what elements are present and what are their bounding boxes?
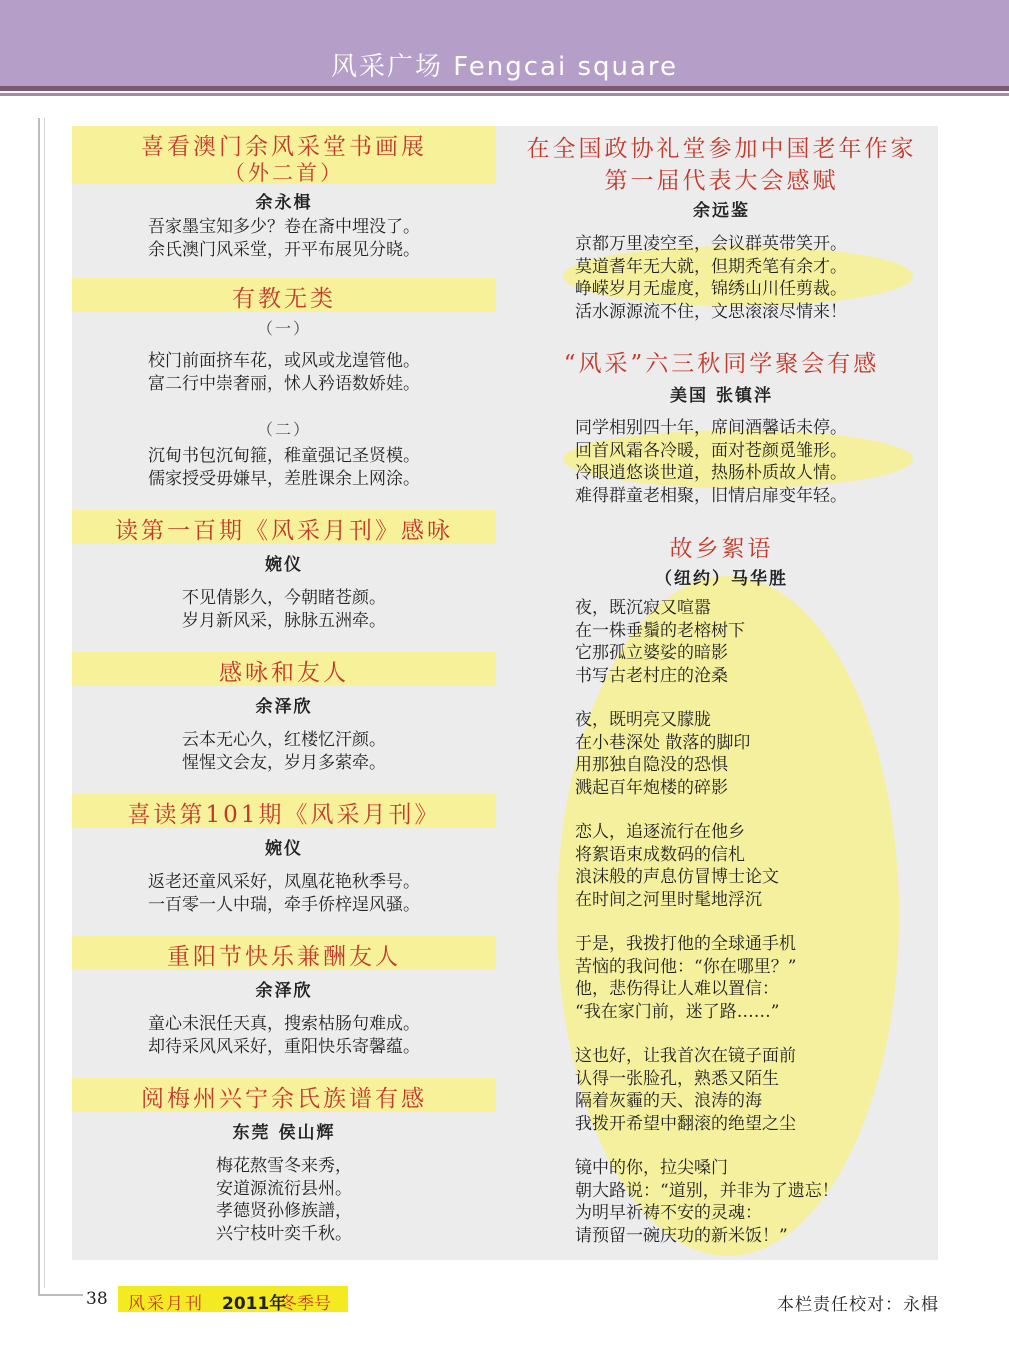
poem-line: 云本无心久，红楼忆汗颜。	[182, 730, 386, 750]
poem-author: 婉仪	[265, 839, 303, 859]
poem-stanza	[575, 597, 935, 687]
poem-part-label: （二）	[256, 420, 311, 439]
header-divider-thin	[0, 93, 1009, 96]
poem-author: 余远鉴	[693, 201, 750, 221]
poem-line: 难得群童老相聚，旧情启扉变年轻。	[575, 485, 847, 506]
poem-line: 童心未泯任天真，搜索枯肠句难成。	[148, 1014, 420, 1034]
poem-line: 回首风霜各冷暖，面对苍颜觅雏形。	[575, 440, 847, 461]
poem-title: 在全国政协礼堂参加中国老年作家	[526, 136, 917, 162]
poem-line: 兴宁枝叶奕千秋。	[216, 1223, 352, 1244]
page-border-inner	[44, 118, 45, 1288]
poem-line: 京都万里凌空至，会议群英带笑开。	[575, 234, 847, 254]
poem-line: 溅起百年炮楼的碎影	[575, 777, 728, 798]
magazine-badge	[118, 1286, 348, 1312]
poem-title: 感咏和友人	[219, 660, 349, 686]
poem-line: 冷眼逍悠谈世道，热肠朴质故人情。	[575, 463, 847, 483]
poem-line: 梅花熬雪冬来秀，	[216, 1156, 352, 1176]
poem-line: 为明早祈祷不安的灵魂：	[575, 1203, 762, 1223]
poem-line: 请预留一碗庆功的新米饭！”	[575, 1225, 788, 1246]
poem-stanza	[575, 933, 935, 1023]
poem-line: 活水源源流不住，文思滚滚尽情来！	[575, 301, 847, 322]
poem-author: 东莞 侯山辉	[232, 1123, 336, 1143]
poem-line: 这也好，让我首次在镜子面前	[575, 1046, 796, 1066]
poem-title: 阅梅州兴宁余氏族谱有感	[141, 1086, 427, 1112]
poem-line: 书写古老村庄的沧桑	[575, 665, 728, 686]
poem-line: 浪沫般的声息仿冒博士论文	[575, 867, 779, 887]
poem-author: 婉仪	[265, 555, 303, 575]
proofreader-credit: 本栏责任校对：永楫	[777, 1295, 939, 1315]
poem-line: 恋人，追逐流行在他乡	[575, 822, 745, 842]
poem-line: 不见倩影久，今朝睹苍颜。	[182, 588, 386, 608]
poem-line: 夜，既沉寂又喧嚣	[575, 598, 711, 618]
poem-line: 苦恼的我问他：“你在哪里？”	[575, 956, 797, 977]
poem-line: 惺惺文会友，岁月多萦牵。	[182, 752, 386, 773]
poem-line: 于是，我拨打他的全球通手机	[575, 934, 796, 954]
poem-body	[72, 216, 496, 261]
section-title: 风采广场 Fengcai square	[330, 52, 679, 82]
poem-line: 在一株垂鬚的老榕树下	[575, 620, 745, 641]
poem-title: 有教无类	[232, 286, 336, 312]
poem-line: 他，悲伤得让人难以置信：	[575, 979, 779, 999]
poem-line: 岁月新风采，脉脉五洲牵。	[182, 610, 386, 631]
poem-title: 重阳节快乐兼酬友人	[167, 944, 401, 970]
poem-author: 美国 张镇泮	[670, 386, 773, 406]
poem-author: 余泽欣	[255, 697, 313, 717]
poem-line: 儒家授受毋嫌早，差胜课余上网涂。	[148, 468, 420, 489]
poem-line: 孝德贤孙修族譜，	[216, 1201, 352, 1221]
poem-title: 读第一百期《风采月刊》感咏	[115, 518, 453, 544]
poem-author: 余永楫	[255, 193, 313, 213]
poem-line: 朝大路说：“道别，并非为了遗忘！	[575, 1180, 839, 1201]
poem-author: 余泽欣	[255, 981, 313, 1001]
poem-body	[72, 1155, 496, 1245]
poem-stanza	[575, 709, 935, 799]
poem-line: 峥嵘岁月无虚度，锦绣山川任剪裁。	[575, 279, 847, 299]
poem-body	[575, 417, 935, 507]
poem-line: 富二行中崇奢丽，怵人矜语数娇娃。	[148, 373, 420, 394]
poem-line: 却待采风风采好，重阳快乐寄馨蕴。	[148, 1036, 420, 1057]
poem-title: 喜读第101期《风采月刊》	[127, 802, 441, 828]
magazine-issue: 冬季号	[280, 1294, 331, 1314]
poem-line: 余氏澳门风采堂，开平布展见分晓。	[148, 239, 420, 260]
poem-line: 在时间之河里时髦地浮沉	[575, 889, 762, 910]
poem-line: 在小巷深处 散落的脚印	[575, 732, 751, 753]
header-divider	[0, 86, 1009, 91]
poem-title: 喜看澳门余风采堂书画展	[141, 134, 427, 160]
poem-line: 莫道耆年无大就，但期秃笔有余才。	[575, 256, 847, 277]
poem-line: 一百零一人中瑞，牵手侨梓逞风骚。	[148, 894, 420, 915]
poem-part-label: （一）	[256, 319, 311, 338]
poem-line: 同学相别四十年，席间酒馨话未停。	[575, 418, 847, 438]
poem-line: 将絮语束成数码的信札	[575, 844, 745, 865]
poem-body	[72, 871, 496, 916]
poem-title: 第一届代表大会感赋	[604, 168, 839, 194]
poem-line: 返老还童风采好，凤凰花艳秋季号。	[148, 872, 420, 892]
poem-body	[72, 587, 496, 632]
poem-stanza	[575, 1157, 935, 1247]
poem-author: （纽约）马华胜	[655, 569, 788, 589]
poem-body	[575, 233, 935, 323]
poem-body	[72, 1013, 496, 1058]
poem-title: “风采”六三秋同学聚会有感	[563, 351, 880, 377]
poem-line: 用那独自隐没的恐惧	[575, 755, 728, 775]
poem-line: 认得一张脸孔，熟悉又陌生	[575, 1068, 779, 1089]
poem-line: 它那孤立婆娑的暗影	[575, 643, 728, 663]
poem-line: “我在家门前，迷了路……”	[575, 1001, 780, 1022]
poem-line: 吾家墨宝知多少？卷在斋中埋没了。	[148, 217, 420, 237]
poem-line: 我拨开希望中翻滚的绝望之尘	[575, 1113, 796, 1134]
poem-body	[72, 729, 496, 774]
poem-line: 沉甸书包沉甸箍，稚童强记圣贤模。	[148, 446, 420, 466]
poem-line: 夜，既明亮又朦胧	[575, 710, 711, 730]
poem-stanza	[575, 821, 935, 911]
magazine-year: 2011年	[222, 1294, 287, 1314]
page-number: 38	[86, 1289, 108, 1309]
poem-title: 故乡絮语	[669, 536, 774, 562]
poem-body	[72, 445, 496, 490]
page-border	[38, 118, 40, 1294]
poem-line: 镜中的你，拉尖嗓门	[575, 1158, 728, 1178]
poem-line: 校门前面挤车花，或风或龙遑管他。	[148, 351, 420, 371]
poem-body	[72, 350, 496, 395]
poem-subtitle: （外二首）	[224, 161, 344, 185]
poem-line: 安道源流衍县州。	[216, 1178, 352, 1199]
page-border-bottom	[38, 1294, 83, 1296]
poem-line: 隔着灰霾的天、浪涛的海	[575, 1091, 762, 1111]
magazine-name: 风采月刊	[128, 1294, 204, 1314]
poem-stanza	[575, 1045, 935, 1135]
